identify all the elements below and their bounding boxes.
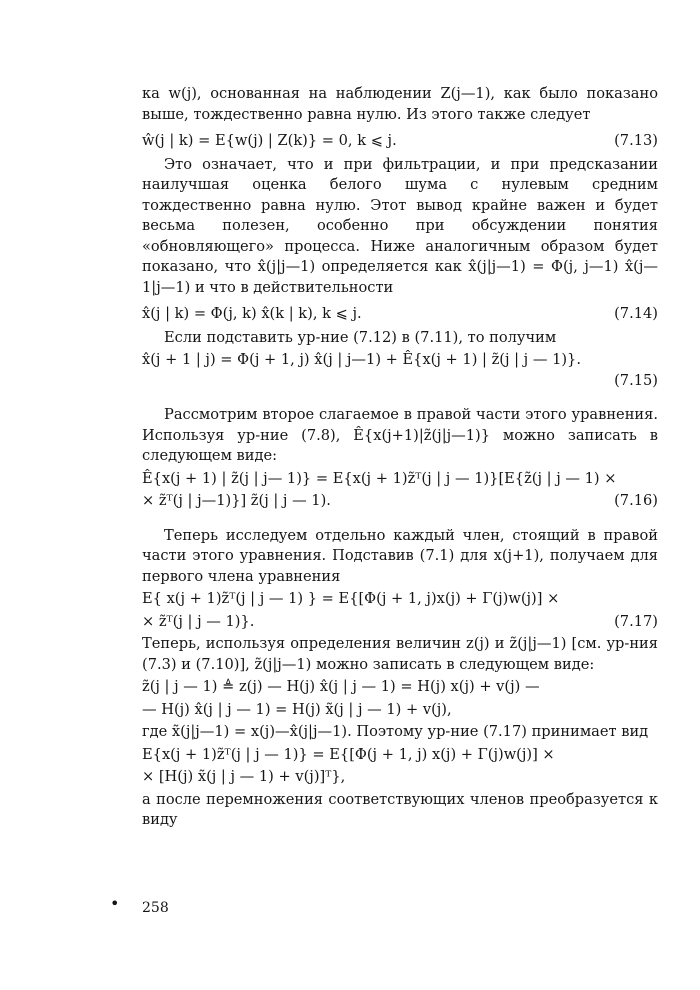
equation-7-17-line-2 [142, 612, 658, 633]
page-text [142, 84, 658, 831]
paragraph-3: Если подставить ур-ние (7.12) в (7.11), то получим [164, 328, 557, 346]
equation-19-line-1 [142, 745, 658, 766]
equation-7-14-number: (7.14) [614, 305, 658, 322]
paragraph-1: ка w(j), основанная на наблюдении Z(j—1), как было показано выше, тождественно равна нулю. Из этого также следует [142, 85, 658, 123]
equation-7-16-line-1 [142, 469, 658, 490]
paragraph-5: Теперь исследуем отдельно каждый член, стоящий в правой части этого уравнения. Подставив (7.1) для x(j+1), получаем для первого члена уравнения [142, 526, 658, 585]
equation-18-body-2: — H(j) x̂(j | j — 1) = H(j) x̃(j | j — 1) + v(j), [142, 700, 452, 718]
equation-7-13-body: ŵ(j | k) = E{w(j) | Z(k)} = 0, k ⩽ j. [142, 132, 397, 149]
paragraph-6: Теперь, используя определения величин z(j) и z̃(j|j—1) [см. ур-ния (7.3) и (7.10)], z̃(j|j—1) можно записать в следующем виде: [142, 635, 658, 673]
paragraph-2: Это означает, что и при фильтрации, и при предсказании наилучшая оценка белого шума с нулевым средним тождественно равна нулю. Этот вывод крайне важен и будет весьма полезен, особенно при обсуждении понятия «обновляющего» процесса. Ниже аналогичным образом будет показано, что x̂(j|j—1) определяется как x̂(j|j—1) = Φ(j, j—1) x̂(j—1|j—1) и что в действительности [142, 155, 658, 296]
equation-18-line-2 [142, 700, 658, 721]
equation-7-15-body: x̂(j + 1 | j) = Φ(j + 1, j) x̂(j | j—1) + Ê{x(j + 1) | z̃(j | j — 1)}. [142, 351, 581, 368]
paragraph-8: а после перемножения соответствующих членов преобразуется к виду [142, 790, 658, 828]
equation-7-16-body-1: Ê{x(j + 1) | z̃(j | j— 1)} = E{x(j + 1)z̃ᵀ(j | j — 1)}[E{z̃(j | j — 1) × [142, 469, 617, 487]
equation-7-17-body-1: E{ x(j + 1)z̃ᵀ(j | j — 1) } = E{[Φ(j + 1, j)x(j) + Γ(j)w(j)] × [142, 590, 560, 607]
equation-7-17-body-2: × z̃ᵀ(j | j — 1)}. [142, 612, 255, 630]
paragraph-4: Рассмотрим второе слагаемое в правой части этого уравнения. Используя ур-ние (7.8), Ê{x(j+1)|z̃(j|j—1)} можно записать в следующем виде: [142, 406, 658, 464]
equation-7-14-body: x̂(j | k) = Φ(j, k) x̂(k | k), k ⩽ j. [142, 305, 362, 322]
equation-18-body-1: z̃(j | j — 1) ≜ z(j) — H(j) x̂(j | j — 1) = H(j) x(j) + v(j) — [142, 678, 540, 695]
page-number: 258 [142, 900, 169, 916]
equation-7-15-number: (7.15) [614, 371, 658, 389]
equation-7-16-number: (7.16) [614, 492, 658, 509]
equation-19-body-1: E{x(j + 1)z̃ᵀ(j | j — 1)} = E{[Φ(j + 1, j) x(j) + Γ(j)w(j)] × [142, 745, 555, 763]
equation-7-15 [142, 350, 658, 371]
equation-19-line-2 [142, 767, 658, 788]
equation-7-13-number: (7.13) [614, 132, 658, 149]
equation-19-body-2: × [H(j) x̃(j | j — 1) + v(j)]ᵀ}, [142, 768, 346, 785]
equation-18-line-1 [142, 677, 658, 698]
margin-mark: • [110, 894, 120, 913]
equation-7-14 [142, 304, 658, 325]
equation-7-17-line-1 [142, 589, 658, 610]
equation-7-17-number: (7.17) [614, 612, 658, 630]
paragraph-7: где x̃(j|j—1) = x(j)—x̂(j|j—1). Поэтому ур-ние (7.17) принимает вид [142, 723, 649, 740]
equation-7-16-body-2: × z̃ᵀ(j | j—1)}] z̃(j | j — 1). [142, 492, 331, 509]
equation-7-13 [142, 131, 658, 152]
equation-7-16-line-2 [142, 491, 658, 512]
